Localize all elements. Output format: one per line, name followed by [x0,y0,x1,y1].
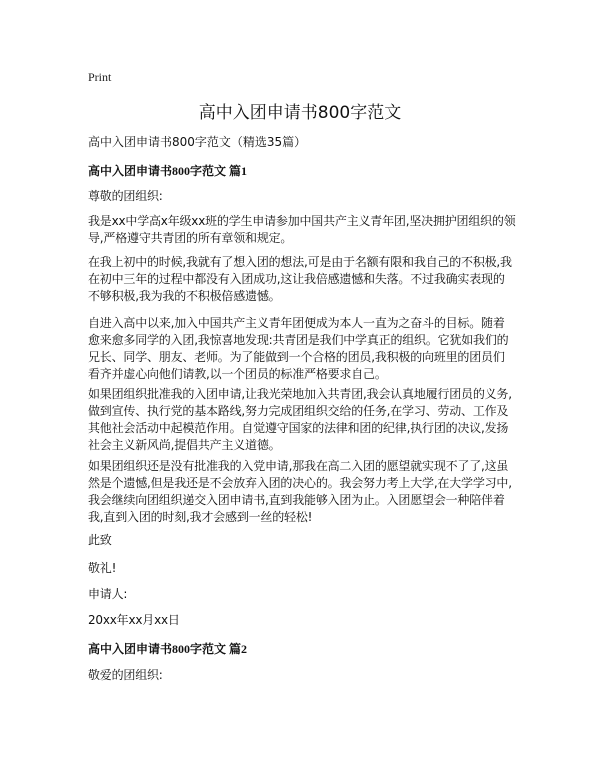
paragraph-line: 做到宣传、执行党的基本路线,努力完成团组织交给的任务,在学习、劳动、工作及 [88,404,509,418]
paragraph-line: 自进入高中以来,加入中国共产主义青年团便成为本人一直为之奋斗的目标。随着 [88,316,505,330]
paragraph-line: 如果团组织还是没有批准我的入党申请,那我在高二入团的愿望就实现不了了,这虽 [88,459,509,473]
paragraph-line: 在我上初中的时候,我就有了想入团的想法,可是由于名额有限和我自己的不积极,我 [88,255,512,269]
salutation-1: 尊敬的团组织: [88,189,163,203]
paragraph-2 [88,254,516,305]
print-link[interactable]: Print [88,70,112,84]
salutation-2: 敬爱的团组织: [88,668,163,682]
paragraph-line: 社会主义新风尚,提倡共产主义道德。 [88,438,281,452]
paragraph-line: 看齐并虚心向他们请教,以一个团员的标准严格要求自己。 [88,367,387,381]
date: 20xx年xx月xx日 [88,613,180,627]
page-title: 高中入团申请书800字范文 [198,103,402,123]
document-subtitle: 高中入团申请书800字范文（精选35篇） [88,135,307,149]
paragraph-line: 我是xx中学高x年级xx班的学生申请参加中国共产主义青年团,坚决拥护团组织的领 [88,214,516,228]
applicant-label: 申请人: [88,587,128,601]
paragraph-line: 在初中三年的过程中都没有入团成功,这让我倍感遗憾和失落。不过我确实表现的 [88,272,505,286]
paragraph-4 [88,386,516,454]
paragraph-5 [88,458,516,526]
paragraph-line: 如果团组织批准我的入团申请,让我光荣地加入共青团,我会认真地履行团员的义务, [88,387,512,401]
paragraph-line: 导,严格遵守共青团的所有章领和规定。 [88,231,293,245]
section-heading-1: 高中入团申请书800字范文 篇1 [88,164,248,178]
section-heading-2: 高中入团申请书800字范文 篇2 [88,642,248,656]
closing: 此致 [88,533,112,547]
paragraph-line: 不够积极,我为我的不积极倍感遗憾。 [88,289,281,303]
paragraph-line: 愈来愈多同学的入团,我惊喜地发现:共青团是我们中学真正的组织。它犹如我们的 [88,333,509,347]
paragraph-line: 兄长、同学、朋友、老师。为了能做到一个合格的团员,我积极的向班里的团员们 [88,350,505,364]
paragraph-line: 我,直到入团的时刻,我才会感到一丝的轻松! [88,510,313,524]
paragraph-line: 其他社会活动中起模范作用。自觉遵守国家的法律和团的纪律,执行团的决议,发扬 [88,421,509,435]
greeting: 敬礼! [88,561,117,575]
paragraph-line: 我会继续向团组织递交入团申请书,直到我能够入团为止。入团愿望会一种陪伴着 [88,493,505,507]
paragraph-1 [88,213,516,247]
paragraph-line: 然是个遗憾,但是我还是不会放弃入团的决心的。我会努力考上大学,在大学学习中, [88,476,512,490]
paragraph-3 [88,315,516,383]
